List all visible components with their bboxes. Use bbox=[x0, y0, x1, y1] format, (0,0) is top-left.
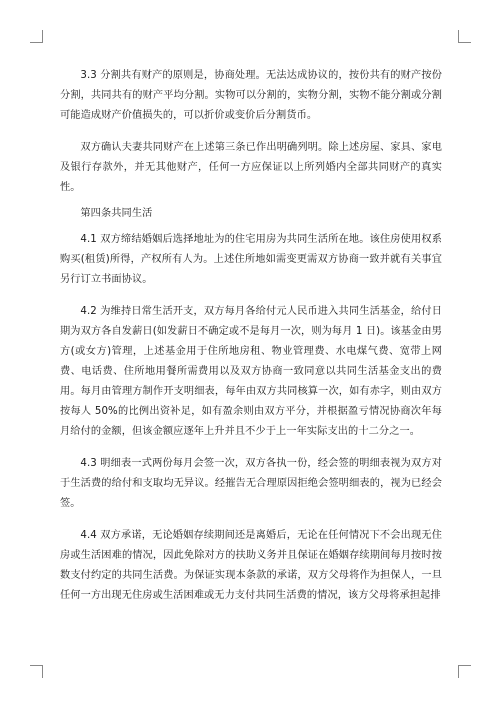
crop-mark-top-left bbox=[30, 30, 43, 43]
crop-mark-top-right bbox=[458, 30, 471, 43]
crop-mark-bottom-right bbox=[458, 665, 471, 678]
paragraph-4-1: 4.1 双方缔结婚姻后选择地址为的住宅用房为共同生活所在地。该住房使用权系购买(租赁)所得，产权所有人为。上述住所地如需变更需双方协商一致并就有关事宜另行订立书面协议。 bbox=[60, 234, 442, 285]
paragraph-3-3: 3.3 分割共有财产的原则是，协商处理。无法达成协议的，按份共有的财产按份分割，共同共有的财产平均分割。实物可以分割的，实物分割，实物不能分割或分割可能造成财产价值损失的，可以折价或变价后分割货币。 bbox=[60, 70, 442, 121]
paragraph-confirmation: 双方确认夫妻共同财产在上述第三条已作出明确列明。除上述房屋、家具、家电及银行存款外，并无其他财产，任何一方应保证以上所列婚内全部共同财产的真实性。 bbox=[60, 142, 442, 193]
paragraph-4-3: 4.3 明细表一式两份每月会签一次，双方各执一份，经会签的明细表视为双方对于生活费的给付和支取均无异议。经摧告无合理原因拒绝会签明细表的，视为已经会签。 bbox=[60, 458, 442, 509]
document-body bbox=[60, 66, 442, 618]
section-heading-article-4: 第四条共同生活 bbox=[80, 208, 153, 219]
paragraph-4-4: 4.4 双方承诺，无论婚姻存续期间还是离婚后，无论在任何情况下不会出现无住房或生活困难的情况，因此免除对方的扶助义务并且保证在婚姻存续期间每月按时按数支付约定的共同生活费。为保证实现本条款的承诺，双方父母将作为担保人，一旦任何一方出现无住房或生活困难或无力支付共同生活费的情况，该方父母将承担起排 bbox=[60, 530, 442, 601]
paragraph-4-2: 4.2 为维持日常生活开支，双方每月各给付元人民币进入共同生活基金，给付日期为双方各自发薪日(如发薪日不确定或不是每月一次，则为每月 1 日)。该基金由男方(或女方)管理，上述基金用于住所地房租、物业管理费、水电煤气费、宽带上网费、电话费、住所地用餐所需费用以及双方协商一致同意以共同生活基金支出的费用。每月由管理方制作开支明细表，每年由双方共同核算一次，如有赤字，则由双方按每人 50%的比例出资补足，如有盈余则由双方平分，并根据盈亏情况协商次年每月给付的金额，但该金额应逐年上升并且不少于上一年实际支出的十二分之一。 bbox=[60, 306, 442, 437]
crop-mark-bottom-left bbox=[30, 665, 43, 678]
